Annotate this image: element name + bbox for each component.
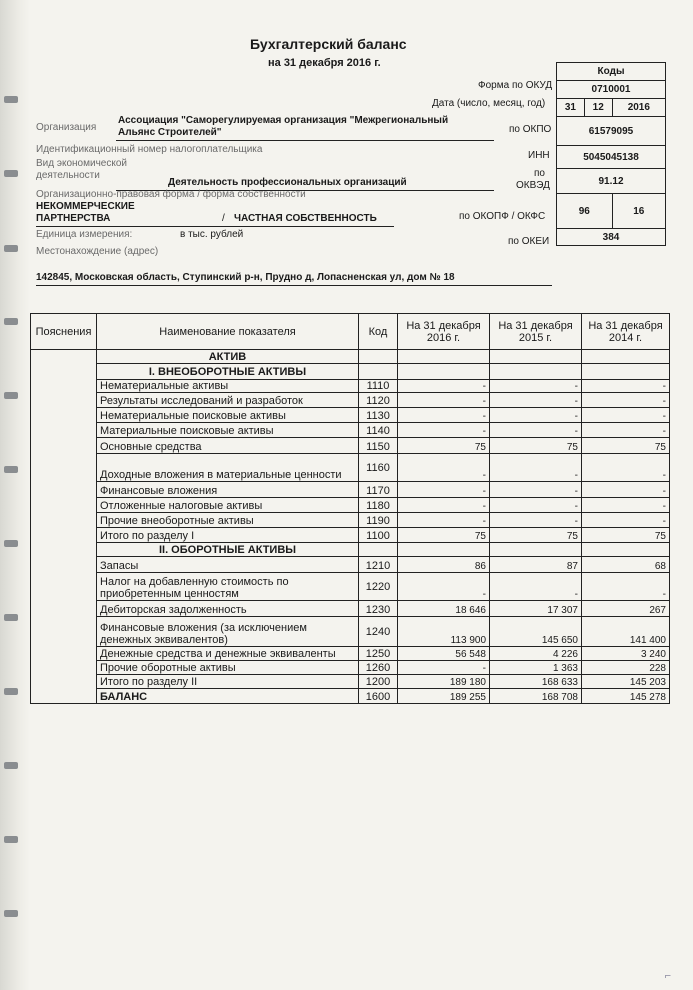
row-value-2016: 189 180	[398, 675, 490, 689]
okud-label: Форма по ОКУД	[478, 80, 553, 91]
row-value-2016: 75	[398, 528, 490, 543]
row-name: Запасы	[97, 557, 359, 573]
row-value-2016: -	[398, 423, 490, 438]
table-row	[31, 647, 670, 661]
row-value-2015: 87	[490, 557, 582, 573]
table-row	[31, 601, 670, 617]
row-value-2015: 75	[490, 438, 582, 454]
address-underline	[36, 285, 552, 286]
codes-table	[556, 62, 666, 246]
row-value-2016: 113 900	[398, 617, 490, 647]
row-value-2016: -	[398, 513, 490, 528]
row-code: 1250	[359, 647, 398, 661]
row-value-2016: 56 548	[398, 647, 490, 661]
row-value-2016: -	[398, 661, 490, 675]
table-row	[31, 408, 670, 423]
okei-value: 384	[557, 229, 666, 246]
inn-value: 5045045138	[557, 146, 666, 169]
table-row	[31, 423, 670, 438]
row-value-2015: -	[490, 393, 582, 408]
row-value-2015: 4 226	[490, 647, 582, 661]
legal-form-label: Организационно-правовая форма / форма собственности	[36, 189, 306, 200]
row-code: 1600	[359, 689, 398, 704]
row-name: Материальные поисковые активы	[97, 423, 359, 438]
row-value-2015: -	[490, 482, 582, 498]
row-code: 1210	[359, 557, 398, 573]
row-name: Основные средства	[97, 438, 359, 454]
col-notes-header: Пояснения	[31, 314, 97, 350]
row-code: 1140	[359, 423, 398, 438]
activity-label-2: деятельности	[36, 170, 100, 181]
binding-hole	[4, 318, 18, 325]
date-year: 2016	[612, 99, 665, 117]
table-row	[31, 661, 670, 675]
row-value-2014: 3 240	[582, 647, 670, 661]
page-title: Бухгалтерский баланс	[250, 36, 407, 52]
row-value-2014: -	[582, 573, 670, 601]
table-row	[31, 380, 670, 393]
row-value-2016: 75	[398, 438, 490, 454]
row-value-2016: -	[398, 482, 490, 498]
activity-label-1: Вид экономической	[36, 158, 127, 169]
activity-value: Деятельность профессиональных организаций	[168, 177, 407, 188]
row-name: Доходные вложения в материальные ценности	[97, 454, 359, 482]
binding-hole	[4, 688, 18, 695]
col-2016-header: На 31 декабря 2016 г.	[398, 314, 490, 350]
date-month: 12	[584, 99, 612, 117]
corner-pencil-mark: ⌐	[664, 970, 671, 982]
row-code: 1100	[359, 528, 398, 543]
row-value-2016: -	[398, 454, 490, 482]
row-code: 1200	[359, 675, 398, 689]
legal-form-line2: ПАРТНЕРСТВА	[36, 213, 111, 224]
row-value-2014: 75	[582, 528, 670, 543]
row-value-2014: -	[582, 482, 670, 498]
address-value: 142845, Московская область, Ступинский р-н, Прудно д, Лопасненская ул, дом № 18	[36, 272, 455, 283]
section1-heading: I. ВНЕОБОРОТНЫЕ АКТИВЫ	[97, 364, 359, 380]
row-value-2016: 189 255	[398, 689, 490, 704]
row-value-2015: -	[490, 380, 582, 393]
row-value-2014: 145 278	[582, 689, 670, 704]
row-name: Финансовые вложения	[97, 482, 359, 498]
row-code: 1110	[359, 380, 398, 393]
col-2014-header: На 31 декабря 2014 г.	[582, 314, 670, 350]
row-value-2016: 18 646	[398, 601, 490, 617]
unit-value: в тыс. рублей	[180, 229, 244, 240]
row-value-2016: -	[398, 408, 490, 423]
row-value-2014: -	[582, 513, 670, 528]
unit-label: Единица измерения:	[36, 229, 133, 240]
legal-form-slash: /	[222, 213, 225, 224]
org-underline	[116, 140, 494, 141]
aktiv-heading: АКТИВ	[97, 350, 359, 364]
org-name-line2: Альянс Строителей"	[118, 127, 222, 138]
okved-value: 91.12	[557, 169, 666, 194]
okpo-value: 61579095	[557, 117, 666, 146]
row-code: 1160	[359, 454, 398, 482]
row-value-2014: -	[582, 380, 670, 393]
row-name: Финансовые вложения (за исключением денежных эквивалентов)	[97, 617, 359, 647]
okved-label-1: по	[534, 168, 545, 179]
table-row	[31, 573, 670, 601]
okved-label-2: ОКВЭД	[516, 180, 550, 191]
row-value-2016: -	[398, 573, 490, 601]
legal-form-underline	[36, 226, 394, 227]
row-name: БАЛАНС	[97, 689, 359, 704]
table-row	[31, 454, 670, 482]
address-label: Местонахождение (адрес)	[36, 246, 159, 257]
org-name-line1: Ассоциация "Саморегулируемая организация "Межрегиональный	[118, 115, 449, 126]
balance-table	[30, 313, 670, 704]
table-row	[31, 675, 670, 689]
row-name: Прочие внеоборотные активы	[97, 513, 359, 528]
row-name: Результаты исследований и разработок	[97, 393, 359, 408]
row-value-2015: 1 363	[490, 661, 582, 675]
binding-hole	[4, 392, 18, 399]
table-row	[31, 513, 670, 528]
okei-label: по ОКЕИ	[508, 236, 550, 247]
table-row	[31, 498, 670, 513]
okpo-label: по ОКПО	[509, 124, 552, 135]
legal-form-line1: НЕКОММЕРЧЕСКИЕ	[36, 201, 135, 212]
row-value-2014: -	[582, 408, 670, 423]
table-row	[31, 482, 670, 498]
row-name: Дебиторская задолженность	[97, 601, 359, 617]
row-value-2016: -	[398, 393, 490, 408]
row-code: 1130	[359, 408, 398, 423]
row-value-2014: -	[582, 423, 670, 438]
row-value-2014: 68	[582, 557, 670, 573]
col-code-header: Код	[359, 314, 398, 350]
row-value-2016: 86	[398, 557, 490, 573]
binding-strip	[0, 0, 30, 990]
binding-hole	[4, 762, 18, 769]
binding-hole	[4, 836, 18, 843]
row-value-2015: -	[490, 573, 582, 601]
okud-value: 0710001	[557, 81, 666, 99]
row-code: 1150	[359, 438, 398, 454]
row-value-2014: 228	[582, 661, 670, 675]
binding-hole	[4, 96, 18, 103]
codes-header: Коды	[557, 63, 666, 81]
table-row	[31, 438, 670, 454]
row-code: 1120	[359, 393, 398, 408]
section2-heading: II. ОБОРОТНЫЕ АКТИВЫ	[97, 543, 359, 557]
table-row	[31, 528, 670, 543]
row-code: 1240	[359, 617, 398, 647]
binding-hole	[4, 540, 18, 547]
row-value-2014: -	[582, 498, 670, 513]
table-row	[31, 689, 670, 704]
inn-long-label: Идентификационный номер налогоплательщика	[36, 144, 263, 155]
ownership-value: ЧАСТНАЯ СОБСТВЕННОСТЬ	[234, 213, 377, 224]
org-label: Организация	[36, 122, 97, 133]
row-value-2015: 145 650	[490, 617, 582, 647]
row-value-2015: -	[490, 513, 582, 528]
page-subtitle: на 31 декабря 2016 г.	[268, 57, 381, 69]
row-name: Денежные средства и денежные эквиваленты	[97, 647, 359, 661]
row-value-2014: 141 400	[582, 617, 670, 647]
row-code: 1180	[359, 498, 398, 513]
row-value-2015: -	[490, 408, 582, 423]
row-value-2015: -	[490, 454, 582, 482]
date-day: 31	[557, 99, 585, 117]
inn-label: ИНН	[528, 150, 550, 161]
row-value-2014: 145 203	[582, 675, 670, 689]
date-label: Дата (число, месяц, год)	[432, 98, 546, 109]
table-row	[31, 393, 670, 408]
table-row	[31, 617, 670, 647]
okopf-label: по ОКОПФ / ОКФС	[459, 211, 546, 222]
row-name: Отложенные налоговые активы	[97, 498, 359, 513]
row-code: 1220	[359, 573, 398, 601]
notes-column	[31, 350, 97, 704]
row-name: Нематериальные поисковые активы	[97, 408, 359, 423]
row-code: 1230	[359, 601, 398, 617]
row-value-2014: 267	[582, 601, 670, 617]
okfs-value: 16	[612, 194, 665, 229]
row-code: 1190	[359, 513, 398, 528]
row-value-2015: 168 708	[490, 689, 582, 704]
binding-hole	[4, 466, 18, 473]
row-name: Нематериальные активы	[97, 380, 359, 393]
row-name: Прочие оборотные активы	[97, 661, 359, 675]
row-value-2015: 168 633	[490, 675, 582, 689]
row-code: 1170	[359, 482, 398, 498]
okopf-value: 96	[557, 194, 613, 229]
binding-hole	[4, 614, 18, 621]
row-value-2016: -	[398, 380, 490, 393]
col-2015-header: На 31 декабря 2015 г.	[490, 314, 582, 350]
table-row	[31, 557, 670, 573]
row-value-2015: -	[490, 498, 582, 513]
binding-hole	[4, 245, 18, 252]
row-value-2014: 75	[582, 438, 670, 454]
row-value-2014: -	[582, 393, 670, 408]
row-value-2015: 17 307	[490, 601, 582, 617]
row-name: Итого по разделу I	[97, 528, 359, 543]
binding-hole	[4, 910, 18, 917]
row-name: Итого по разделу II	[97, 675, 359, 689]
row-value-2015: -	[490, 423, 582, 438]
row-value-2016: -	[398, 498, 490, 513]
col-name-header: Наименование показателя	[97, 314, 359, 350]
row-value-2015: 75	[490, 528, 582, 543]
binding-hole	[4, 170, 18, 177]
row-code: 1260	[359, 661, 398, 675]
row-name: Налог на добавленную стоимость по приобретенным ценностям	[97, 573, 359, 601]
row-value-2014: -	[582, 454, 670, 482]
